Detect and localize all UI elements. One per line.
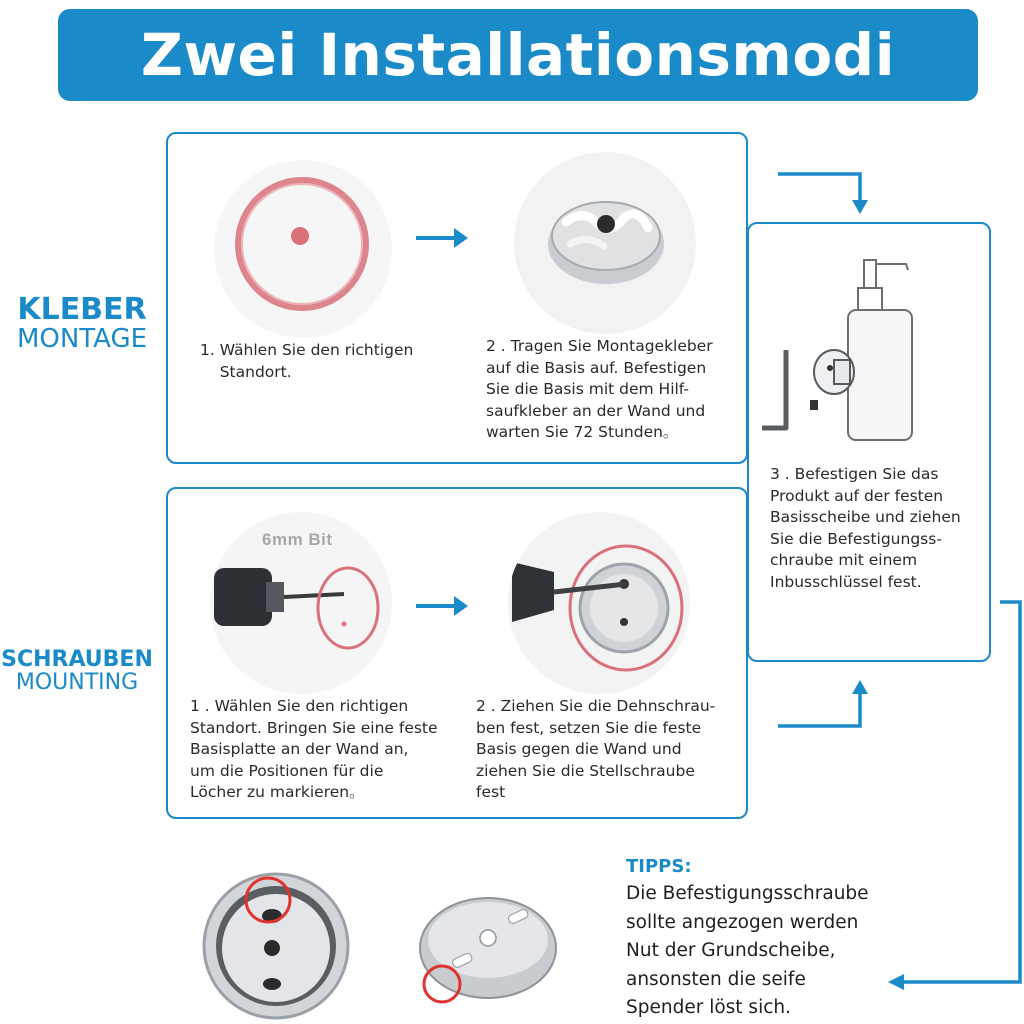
mark-circle-illustration (214, 160, 392, 338)
adhesive-mode-title-normal: MONTAGE (16, 323, 148, 354)
page-title: Zwei Installationsmodi (140, 21, 896, 89)
base-plate-top-view (196, 866, 356, 1022)
connector-arrow-up-icon (776, 672, 876, 734)
arrow-right-icon (414, 592, 470, 620)
mark-location-image (214, 160, 392, 338)
connector-arrow-down-icon (776, 162, 876, 218)
screw-mode-title-normal: MOUNTING (15, 670, 139, 696)
screw-mode-label (0, 648, 154, 694)
adhesive-step1-text: 1. Wählen Sie den richtigen Standort. (200, 341, 414, 381)
tips-title: TIPPS: (626, 856, 692, 877)
base-plate-side-view (412, 890, 562, 1006)
base-on-wall-image (508, 512, 690, 694)
adhesive-mode-title-bold: KLEBER (17, 292, 147, 327)
arrow-right-icon (414, 224, 470, 252)
screw-base-illustration (508, 512, 690, 694)
allen-key-icon (762, 350, 786, 428)
adhesive-step2-text: 2 . Tragen Sie Montagekleber auf die Basis auf. Befestigen Sie die Basis mit dem Hilf- saufkleber an der Wand und warten Sie 72 Stunden。 (486, 337, 713, 441)
tips-text: Die Befestigungsschraube sollte angezogen werden Nut der Grundscheibe, ansonsten die seife Spender löst sich. (626, 883, 869, 1018)
final-step-text: 3 . Befestigen Sie das Produkt auf der festen Basisscheibe und ziehen Sie die Befestigungss- chraube mit einem Inbusschlüssel fest. (770, 465, 961, 591)
screw-step1-text: 1 . Wählen Sie den richtigen Standort. Bringen Sie eine feste Basisplatte an der Wand an, um die Positionen für die Löcher zu markieren。 (190, 697, 438, 801)
adhesive-base-illustration (514, 152, 696, 334)
adhesive-mode-label (8, 294, 156, 353)
screw-step2-text: 2 . Ziehen Sie die Dehnschrau- ben fest, setzen Sie die feste Basis gegen die Wand und ziehen Sie die Stellschraube fest (476, 697, 716, 801)
screw-mode-title-bold: SCHRAUBEN (1, 647, 153, 672)
base-with-adhesive-image (514, 152, 696, 334)
drill-bit-label: 6mm Bit (262, 530, 333, 549)
soap-dispenser-illustration (756, 252, 982, 452)
title-banner (58, 9, 978, 101)
